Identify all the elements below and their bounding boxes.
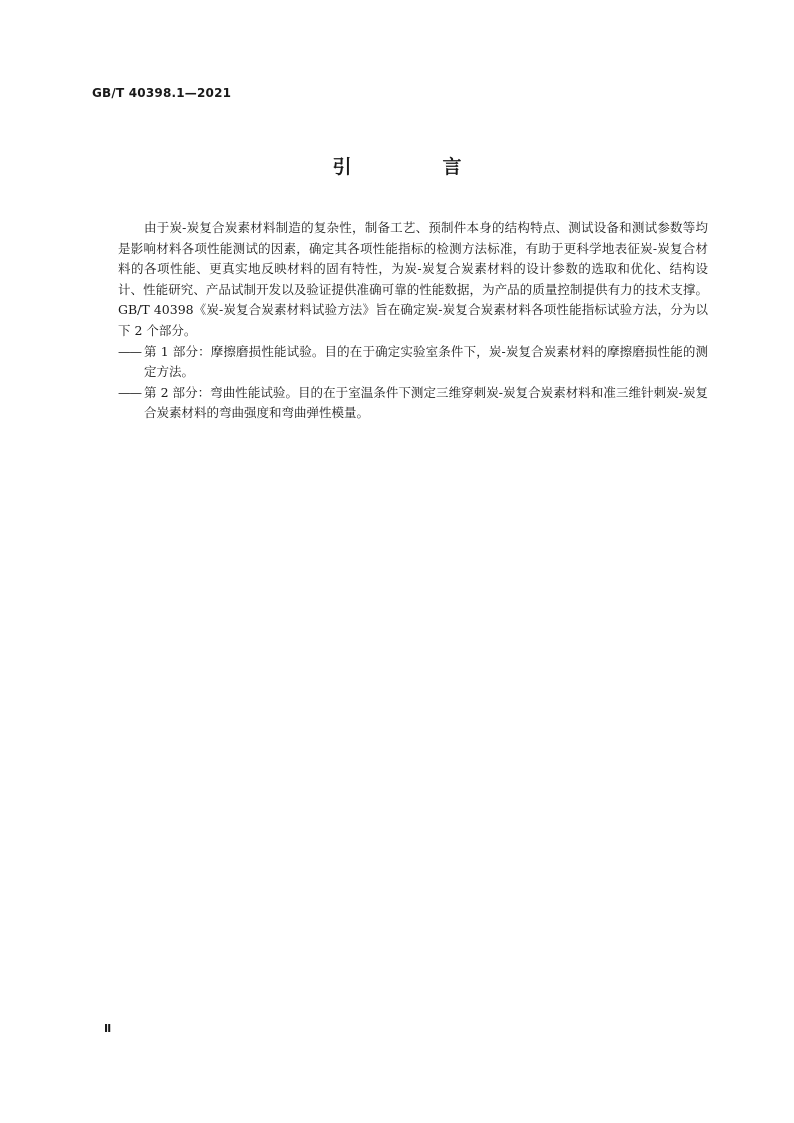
dash-marker: —— <box>118 384 141 400</box>
dash-marker: —— <box>118 343 141 359</box>
introduction-body <box>118 218 708 424</box>
intro-paragraph: 由于炭-炭复合炭素材料制造的复杂性，制备工艺、预制件本身的结构特点、测试设备和测试参数等均是影响材料各项性能测试的因素，确定其各项性能指标的检测方法标准，有助于更科学地表征炭-炭复合材料的各项性能、更真实地反映材料的固有特性，为炭-炭复合炭素材料的设计参数的选取和优化、结构设计、性能研究、产品试制开发以及验证提供准确可靠的性能数据，为产品的质量控制提供有力的技术支撑。GB/T 40398《炭-炭复合炭素材料试验方法》旨在确定炭-炭复合炭素材料各项性能指标试验方法，分为以下 2 个部分。 <box>118 220 708 338</box>
list-item-part-1 <box>118 342 708 383</box>
list-item-text: 第 1 部分：摩擦磨损性能试验。目的在于确定实验室条件下，炭-炭复合炭素材料的摩擦磨损性能的测定方法。 <box>144 343 708 380</box>
page-number: Ⅱ <box>104 1022 112 1035</box>
page-title: 引 言 <box>332 156 498 178</box>
list-item-part-2 <box>118 383 708 424</box>
standard-code: GB/T 40398.1—2021 <box>92 86 232 100</box>
list-item-text: 第 2 部分：弯曲性能试验。目的在于室温条件下测定三维穿刺炭-炭复合炭素材料和准三维针刺炭-炭复合炭素材料的弯曲强度和弯曲弹性模量。 <box>144 384 708 421</box>
